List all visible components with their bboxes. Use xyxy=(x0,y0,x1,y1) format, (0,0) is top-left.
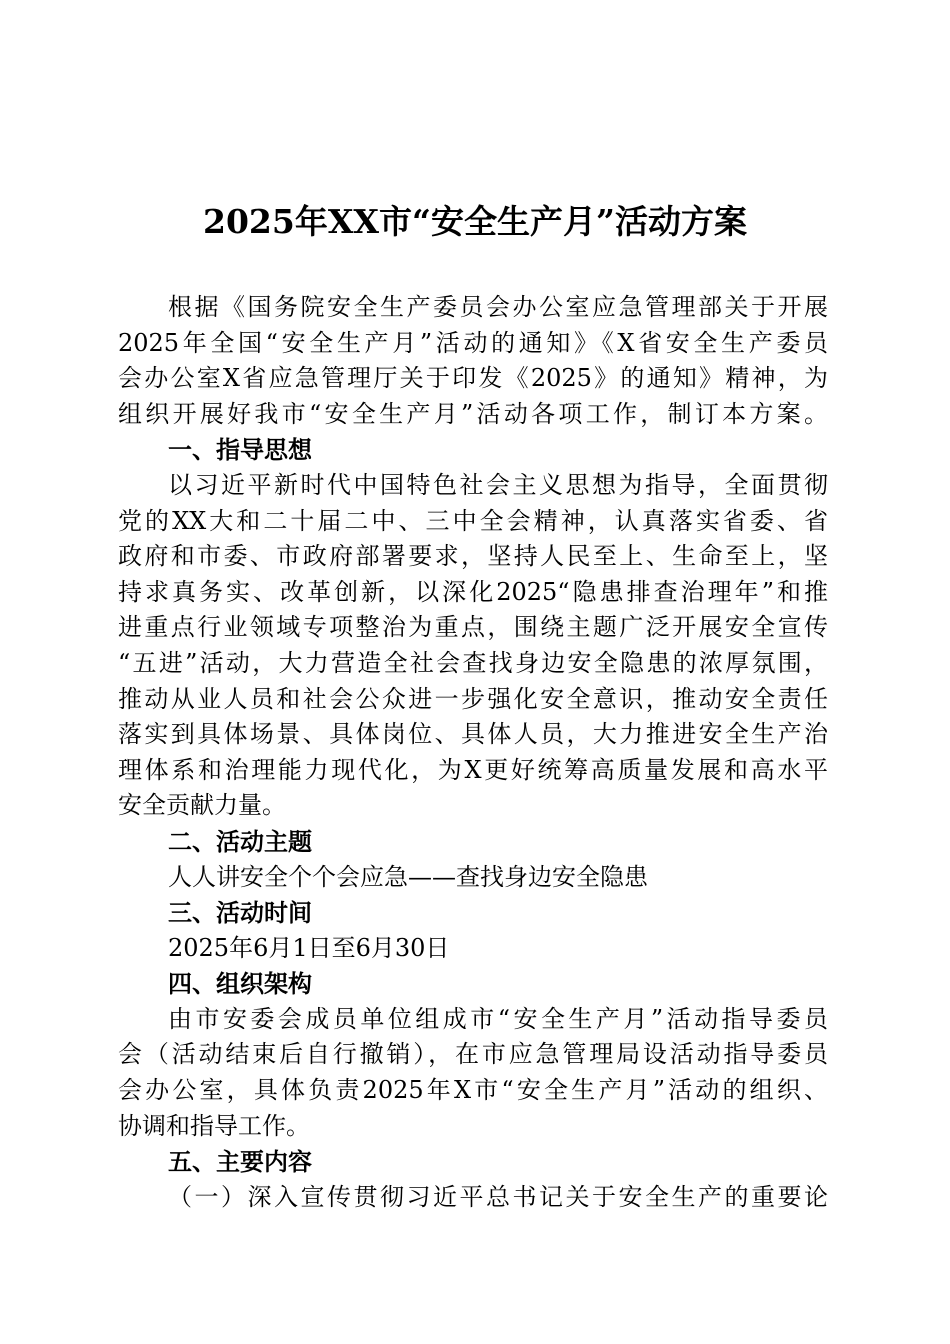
section1-line: “五进”活动，大力营造全社会查找身边安全隐患的浓厚氛围， xyxy=(118,648,828,677)
section3-text: 2025年6月1日至6月30日 xyxy=(168,933,450,962)
section1-line: 以习近平新时代中国特色社会主义思想为指导，全面贯彻 xyxy=(168,470,828,499)
document-body xyxy=(118,290,828,1215)
section5-line: （一）深入宣传贯彻习近平总书记关于安全生产的重要论 xyxy=(168,1182,828,1211)
section1-line: 党的XX大和二十届二中、三中全会精神，认真落实省委、省 xyxy=(118,506,828,535)
section4-line: 会（活动结束后自行撤销），在市应急管理局设活动指导委员 xyxy=(118,1040,828,1069)
section-heading-organization: 四、组织架构 xyxy=(168,969,312,999)
section-heading-activity-time: 三、活动时间 xyxy=(168,898,312,928)
section1-line: 理体系和治理能力现代化，为X更好统筹高质量发展和高水平 xyxy=(118,755,828,784)
section-heading-main-content: 五、主要内容 xyxy=(168,1147,312,1177)
section1-line: 落实到具体场景、具体岗位、具体人员，大力推进安全生产治 xyxy=(118,720,828,749)
section2-text: 人人讲安全个个会应急——查找身边安全隐患 xyxy=(168,862,648,891)
section-heading-activity-theme: 二、活动主题 xyxy=(168,826,312,856)
intro-line: 根据《国务院安全生产委员会办公室应急管理部关于开展 xyxy=(168,293,828,321)
section4-line: 由市安委会成员单位组成市“安全生产月”活动指导委员 xyxy=(168,1004,828,1033)
intro-line: 会办公室X省应急管理厅关于印发《2025》的通知》精神，为 xyxy=(118,364,828,393)
intro-line: 组织开展好我市“安全生产月”活动各项工作，制订本方案。 xyxy=(118,399,828,428)
section-heading-guiding-ideology: 一、指导思想 xyxy=(168,435,312,465)
section1-line: 政府和市委、市政府部署要求，坚持人民至上、生命至上，坚 xyxy=(118,542,828,571)
document-title: 2025年XX市“安全生产月”活动方案 xyxy=(202,202,748,241)
section1-line: 持求真务实、改革创新，以深化2025“隐患排查治理年”和推 xyxy=(118,577,828,606)
section1-line: 进重点行业领域专项整治为重点，围绕主题广泛开展安全宣传 xyxy=(118,613,828,642)
section1-line: 推动从业人员和社会公众进一步强化安全意识，推动安全责任 xyxy=(118,684,828,713)
section4-line: 协调和指导工作。 xyxy=(118,1111,310,1140)
section1-line: 安全贡献力量。 xyxy=(118,791,286,820)
section4-line: 会办公室，具体负责2025年X市“安全生产月”活动的组织、 xyxy=(118,1076,828,1105)
intro-line: 2025年全国“安全生产月”活动的通知》《X省安全生产委员 xyxy=(118,328,828,357)
